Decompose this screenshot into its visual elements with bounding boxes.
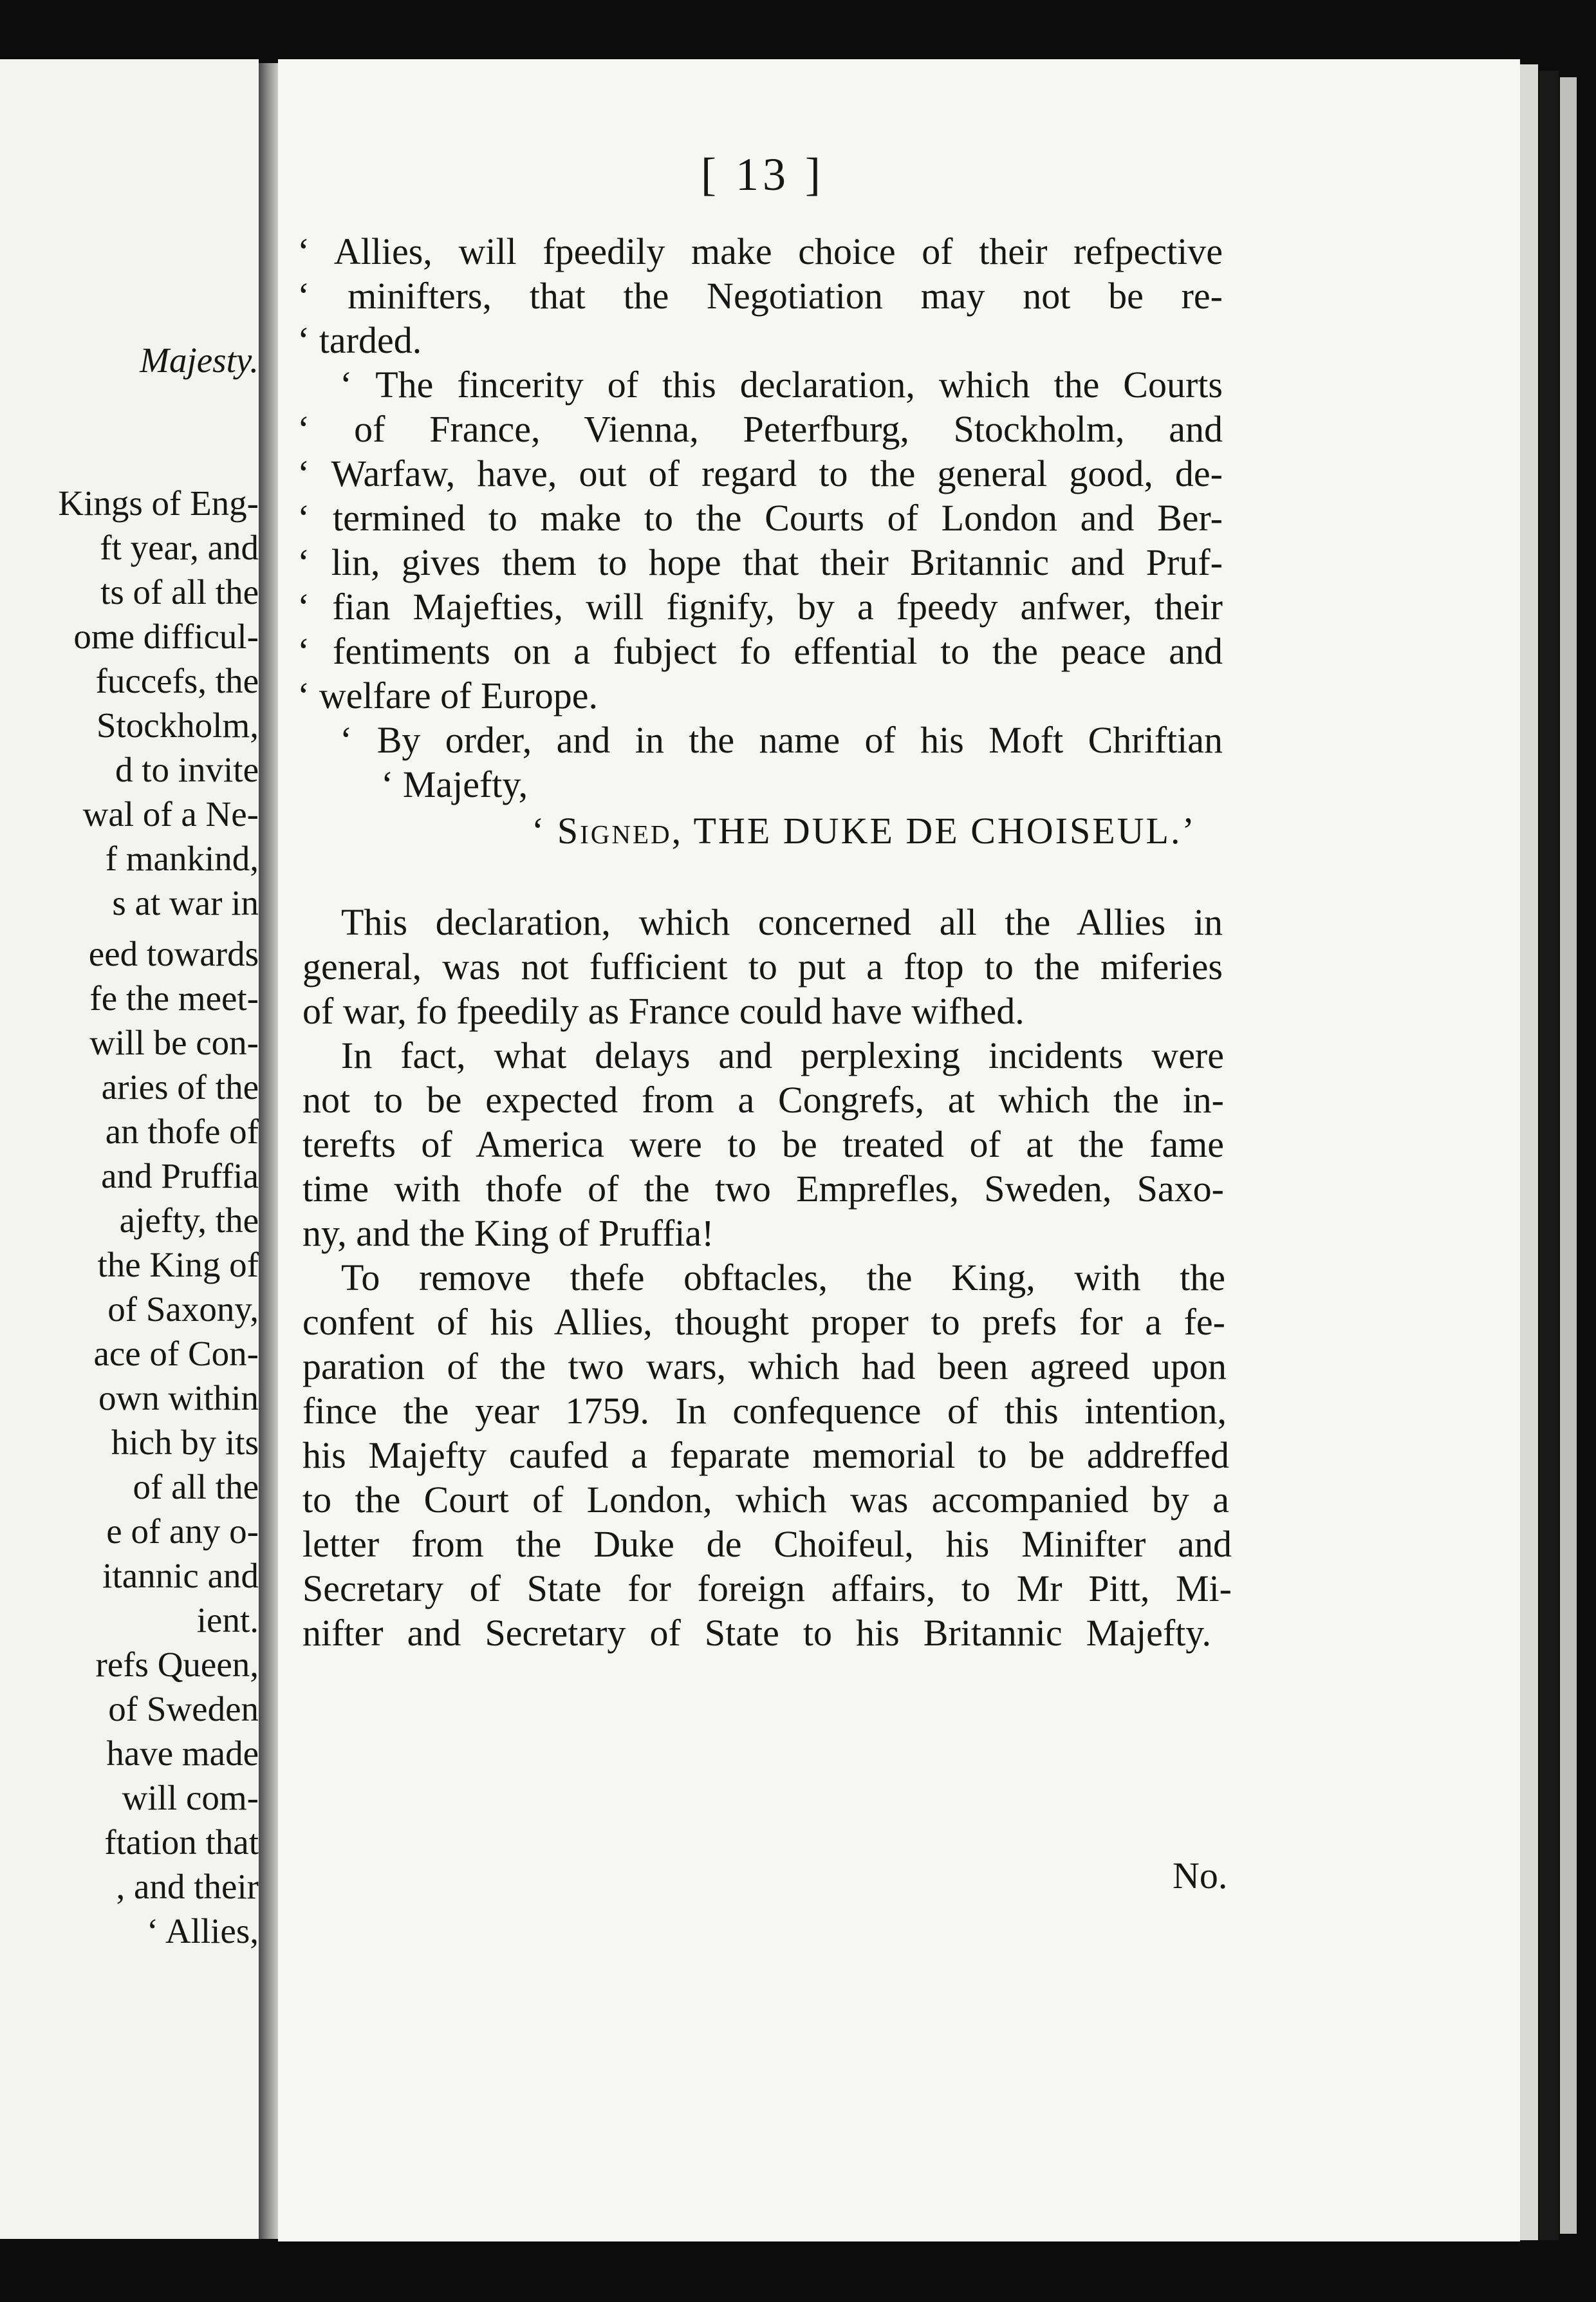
text-line: his Majefty caufed a feparate memorial to be addreffed: [302, 1434, 1229, 1476]
left-line: an thofe of: [105, 1112, 259, 1151]
text-line: ‘ welfare of Europe.: [297, 675, 598, 716]
left-line: hich by its: [111, 1423, 259, 1462]
text-line: ny, and the King of Pruffia!: [302, 1212, 714, 1254]
text-line: time with thofe of the two Emprefles, Sweden, Saxo-: [302, 1168, 1224, 1210]
left-line: s at war in: [112, 883, 259, 922]
text-line: ‘ Majefty,: [381, 763, 528, 805]
left-line: , and their: [116, 1867, 259, 1906]
left-line: and Pruffia: [101, 1156, 259, 1195]
text-line: letter from the Duke de Choifeul, his Minifter and: [302, 1523, 1232, 1565]
text-line: ‘ fian Majefties, will fignify, by a fpeedy anfwer, their: [297, 586, 1223, 628]
left-line: itannic and: [102, 1556, 259, 1595]
text-line: ‘ tarded.: [297, 319, 422, 361]
text-line: terefts of America were to be treated of at the fame: [302, 1123, 1224, 1165]
left-line: Kings of Eng-: [58, 483, 259, 523]
text-line: ‘ Allies, will fpeedily make choice of their refpective: [297, 230, 1223, 272]
left-line: ome difficul-: [73, 617, 259, 656]
text-line: ‘ lin, gives them to hope that their Britannic and Pruf-: [297, 541, 1223, 583]
text-line: to the Court of London, which was accompanied by a: [302, 1479, 1229, 1521]
left-line: f mankind,: [105, 839, 259, 878]
text-line: general, was not fufficient to put a ftop to the miferies: [302, 946, 1223, 987]
text-line: paration of the two wars, which had been agreed upon: [302, 1345, 1227, 1387]
running-head: [ 13 ]: [701, 149, 824, 200]
text-line: ‘ termined to make to the Courts of London and Ber-: [297, 497, 1223, 539]
left-line: d to invite: [115, 750, 259, 789]
left-line: own within: [98, 1378, 259, 1418]
text-line: Secretary of State for foreign affairs, to Mr Pitt, Mi-: [302, 1567, 1232, 1609]
text-line: ‘ fentiments on a fubject fo effential to the peace and: [297, 630, 1223, 672]
left-line: fe the meet-: [89, 978, 259, 1018]
left-line: the King of: [97, 1245, 259, 1284]
left-line: ‘ Allies,: [146, 1911, 259, 1951]
left-line: wal of a Ne-: [82, 794, 259, 834]
left-line: will com-: [122, 1778, 259, 1817]
text-line: not to be expected from a Congrefs, at which the in-: [302, 1079, 1224, 1121]
left-line: of all the: [133, 1467, 259, 1506]
text-line: This declaration, which concerned all the Allies in: [341, 901, 1223, 943]
left-line: aries of the: [101, 1067, 259, 1107]
left-line: refs Queen,: [95, 1645, 259, 1684]
text-line: ‘ of France, Vienna, Peterfburg, Stockholm, and: [297, 408, 1223, 450]
page-edge: [1520, 64, 1538, 2240]
left-line: ient.: [196, 1600, 259, 1640]
signature-line: ‘ Signed, THE DUKE DE CHOISEUL.’: [532, 810, 1196, 852]
catchword: No.: [1173, 1855, 1228, 1896]
left-line: have made: [106, 1734, 259, 1773]
left-line: ace of Con-: [93, 1334, 259, 1373]
left-line: ftation that: [104, 1822, 259, 1862]
left-line: ajefty, the: [119, 1201, 259, 1240]
text-line: In fact, what delays and perplexing incidents were: [341, 1034, 1224, 1076]
text-line: ‘ minifters, that the Negotiation may not be re-: [297, 275, 1223, 317]
text-line: of war, fo fpeedily as France could have wifhed.: [302, 990, 1025, 1032]
page-edge: [1539, 71, 1559, 2240]
left-line: ts of all the: [100, 572, 259, 612]
left-line: of Saxony,: [107, 1289, 259, 1329]
page-edge: [1560, 77, 1577, 2234]
left-line: fuccefs, the: [95, 661, 259, 700]
text-line: fince the year 1759. In confequence of this intention,: [302, 1390, 1227, 1432]
left-line: of Sweden: [108, 1689, 259, 1728]
text-line: nifter and Secretary of State to his Britannic Majefty.: [302, 1612, 1211, 1654]
text-line: confent of his Allies, thought proper to prefs for a fe-: [302, 1301, 1225, 1343]
left-line: will be con-: [89, 1023, 259, 1062]
text-line: ‘ The fincerity of this declaration, which the Courts: [340, 364, 1223, 406]
left-line: eed towards: [88, 934, 259, 973]
text-line: ‘ By order, and in the name of his Moft Chriftian: [340, 719, 1223, 761]
left-line: ft year, and: [100, 528, 259, 567]
left-page: [0, 59, 259, 2239]
text-line: ‘ Warfaw, have, out of regard to the general good, de-: [297, 453, 1223, 494]
text-line: To remove thefe obftacles, the King, with the: [341, 1257, 1225, 1298]
gutter-shadow: [259, 63, 278, 2239]
left-line: Stockholm,: [96, 706, 259, 745]
left-line: Majesty.: [140, 341, 259, 380]
left-line: e of any o-: [106, 1511, 259, 1551]
